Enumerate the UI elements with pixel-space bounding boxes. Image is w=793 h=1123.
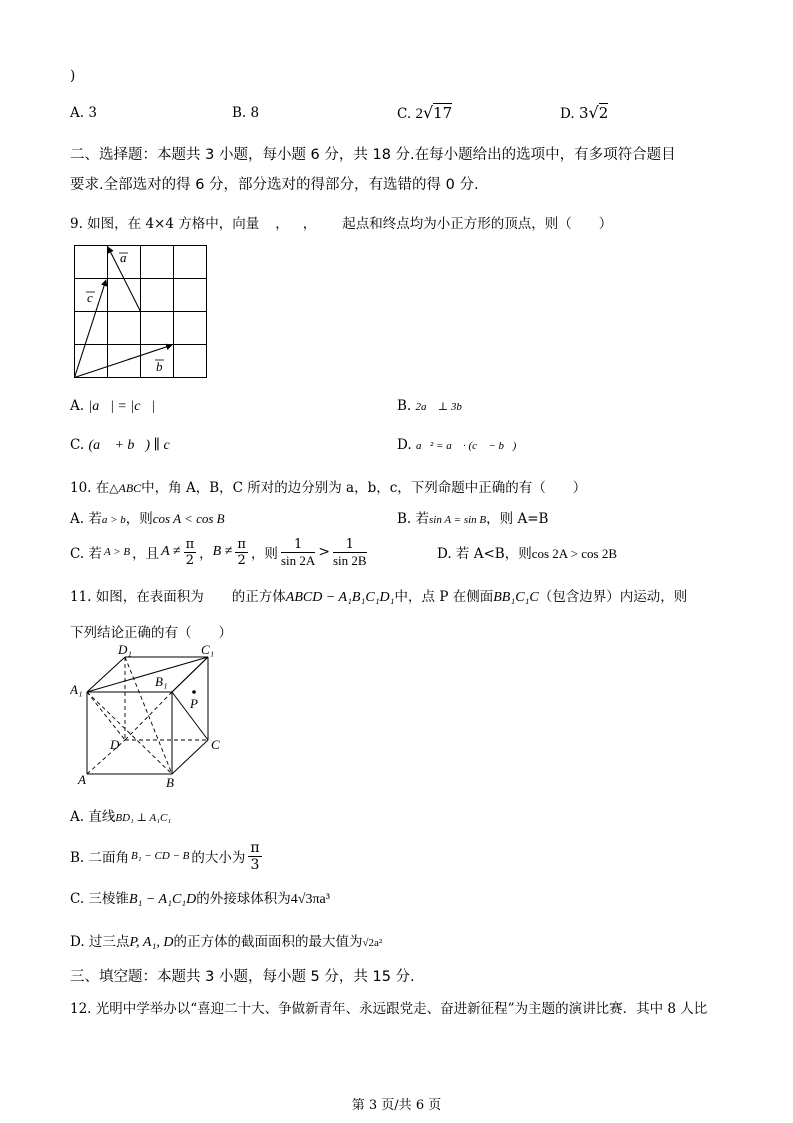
cube-label-a: A [78, 772, 86, 787]
q11-stem-face: BB₁C₁C [493, 590, 539, 605]
q9-option-a-label: A. [70, 398, 85, 414]
fraction-pi-over-3 [248, 840, 261, 873]
cube-label-b1: B₁ [155, 674, 168, 689]
q11-option-b-text: B. 二面角 [70, 850, 130, 866]
cube-label-d: D [110, 737, 120, 752]
q9-option-a [70, 398, 155, 415]
q10-option-a-math1: a > b [101, 514, 126, 526]
fraction-num: 1 [333, 537, 367, 553]
q9-option-c [70, 437, 181, 454]
q9-stem-prefix: 9. 如图，在 4×4 方格中，向量 [70, 216, 260, 232]
q11-stem-line2: 下列结论正确的有（ ） [70, 625, 232, 641]
section2-line2: 要求.全部选对的得 6 分，部分选对的得部分，有选错的得 0 分. [70, 177, 479, 193]
fraction-1-over-sin2b [333, 537, 367, 568]
q11-option-b [70, 836, 265, 876]
q11-option-d-mid: 的正方体的截面面积的最大值为 [173, 934, 363, 950]
q8-option-d-radicand: 2 [598, 104, 609, 122]
greater-than: > [318, 544, 330, 560]
fig-label-b: b [156, 359, 163, 374]
fraction-den: 2 [185, 552, 194, 568]
q10-option-d-math: cos 2A > cos 2B [531, 546, 618, 561]
q10-option-a [70, 507, 225, 527]
q9-option-b-label: B. [397, 398, 412, 414]
fig-label-a: a [120, 250, 127, 265]
q8-option-a: A. 3 [70, 105, 97, 121]
q9-option-b [397, 398, 470, 414]
q11-option-c [70, 887, 330, 908]
q10-option-a-math2: cos A < cos B [152, 511, 225, 526]
section3-heading: 三、填空题：本题共 3 小题，每小题 5 分，共 15 分. [70, 969, 415, 985]
fraction-den: sin 2A [280, 552, 316, 568]
fraction-pi-over-2 [184, 537, 197, 568]
fraction-num: π [250, 839, 260, 856]
q10-option-a-text: A. 若 [70, 511, 102, 527]
q8-option-d-label: D. [560, 106, 575, 122]
q10-option-c-mid1: ，且 [132, 546, 160, 562]
fraction-num: π [237, 536, 246, 552]
q11-option-b-mid: 的大小为 [191, 850, 246, 866]
q8-option-d-coef: 3 [578, 104, 589, 122]
q10-option-c-sep: ， [199, 546, 213, 562]
cube-label-c1: C₁ [201, 642, 215, 657]
fraction-1-over-sin2a [281, 537, 315, 568]
q10-option-c-text: C. 若 [70, 546, 102, 562]
q11-option-a [70, 805, 171, 825]
q10-option-b-math1: sin A = sin B [429, 514, 487, 526]
cube-label-a1: A₁ [70, 682, 83, 697]
q11-option-d-math: P, A₁, D [129, 935, 174, 950]
q11-cube-figure [70, 642, 230, 790]
q9-stem-sep1: ， [275, 216, 289, 232]
fraction-den: 2 [237, 552, 246, 568]
q11-stem-line1 [70, 585, 687, 606]
q9-stem-suffix: 起点和终点均为小正方形的顶点，则（ ） [342, 216, 613, 232]
fraction-den: sin 2B [332, 552, 367, 568]
section2-line1: 二、选择题：本题共 3 小题，每小题 6 分，共 18 分.在每小题给出的选项中，有多项符合题目 [70, 147, 676, 163]
q10-option-b-text: B. 若 [397, 511, 430, 527]
q10-stem-rest: 中，角 A，B，C 所对的边分别为 a，b，c，下列命题中正确的有（ ） [141, 480, 587, 496]
q11-option-d-text: D. 过三点 [70, 934, 130, 950]
q9-option-d [397, 437, 516, 453]
q11-option-a-text: A. 直线 [70, 809, 116, 825]
q9-option-c-label: C. [70, 437, 85, 453]
cube-label-b: B [166, 775, 174, 790]
fraction-num: π [185, 536, 195, 552]
q10-option-d [437, 542, 617, 562]
q10-option-b-mid: ，则 A=B [486, 511, 549, 527]
q9-stem-sep2: ， [302, 216, 317, 232]
q10-option-c-b-neq: B ≠ [212, 544, 233, 559]
sqrt-icon: √ [588, 103, 599, 122]
cube-label-p: P [190, 696, 198, 711]
q8-option-c [397, 103, 452, 123]
q8-option-b: B. 8 [232, 105, 260, 121]
q11-option-d [70, 930, 382, 951]
q9-option-a-math: |a⃗| = |c⃗| [88, 399, 156, 414]
q9-option-b-math: 2a⃗ ⊥ 3b⃗ [415, 401, 471, 413]
q11-stem-cube-pre: 的正方体 [231, 589, 286, 605]
fraction-num: 1 [281, 537, 315, 553]
q11-option-c-value: 4√3πa³ [290, 892, 330, 907]
q11-option-c-math: B₁ − A₁C₁D [128, 892, 197, 907]
q11-option-b-math: B₁ − CD − B [131, 850, 190, 862]
q10-option-c-mid2: ，则 [250, 546, 278, 562]
prev-question-paren: ) [70, 68, 76, 84]
q11-option-d-value: √2a² [362, 937, 383, 949]
q11-option-c-text: C. 三棱锥 [70, 891, 129, 907]
q9-stem [70, 212, 612, 232]
q10-stem [70, 476, 586, 496]
q8-option-d [560, 103, 608, 122]
fraction-pi-over-2 [235, 537, 248, 568]
q10-stem-triangle: △ABC [109, 481, 142, 495]
point-p [192, 690, 196, 694]
q10-option-b [397, 507, 548, 527]
q9-grid-figure [70, 242, 212, 382]
q8-option-c-coef: 2 [415, 106, 423, 122]
q9-option-c-math: (a⃗ + b⃗) ∥ c⃗ [88, 438, 181, 453]
q9-option-d-math: a⃗² = a⃗ · (c⃗ − b⃗) [415, 440, 517, 452]
fig-label-c: c [87, 290, 93, 305]
q11-option-c-mid: 的外接球体积为 [196, 891, 291, 907]
fraction-den: 3 [250, 856, 260, 873]
q11-stem-prefix: 11. 如图，在表面积为 [70, 589, 204, 605]
q11-stem-suffix: （包含边界）内运动，则 [538, 589, 688, 605]
q11-option-a-math: BD₁ ⊥ A₁C₁ [115, 812, 172, 824]
q8-option-c-label: C. [397, 106, 412, 122]
q10-option-a-mid: ，则 [125, 511, 153, 527]
q12-stem-line1: 12. 光明中学举办以“喜迎二十大、争做新青年、永远跟党走、奋进新征程”为主题的演讲比赛．其中 8 人比 [70, 1001, 708, 1017]
q10-stem-prefix: 10. 在 [70, 480, 110, 496]
q10-option-c [70, 532, 370, 572]
cube-label-c: C [211, 737, 220, 752]
cube-label-d1: D₁ [118, 642, 132, 657]
q8-option-c-radicand: 17 [433, 104, 453, 122]
q11-stem-cube: ABCD − A₁B₁C₁D₁ [285, 590, 395, 605]
q10-option-d-text: D. 若 A<B，则 [437, 546, 532, 562]
q10-option-c-a-neq: A ≠ [161, 544, 181, 559]
q9-option-d-label: D. [397, 437, 412, 453]
page-footer: 第 3 页/共 6 页 [351, 1098, 442, 1113]
q11-stem-mid: 中，点 P 在侧面 [394, 589, 494, 605]
q10-option-c-math1: A > B [103, 546, 131, 558]
sqrt-icon: √ [422, 103, 434, 122]
